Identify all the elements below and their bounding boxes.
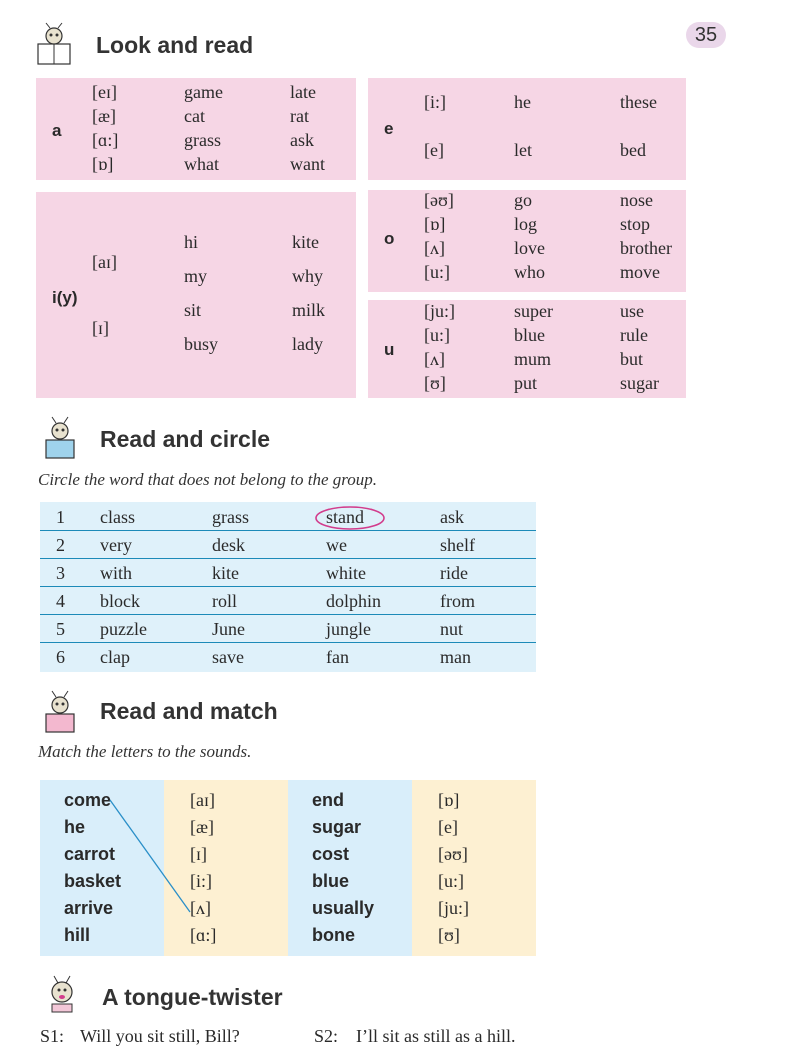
match-sound[interactable]: [æ] [190, 817, 214, 837]
word-option[interactable]: very [100, 535, 132, 555]
row-number: 3 [56, 563, 65, 583]
example-word: love [514, 238, 545, 258]
answer-circle [314, 504, 386, 532]
dialog-line: I’ll sit as still as a hill. [356, 1026, 516, 1046]
word-group-table [40, 502, 536, 672]
page-number: 35 [686, 22, 726, 48]
example-word: game [184, 82, 223, 102]
word-option[interactable]: we [326, 535, 347, 555]
word-option[interactable]: dolphin [326, 591, 382, 611]
section-title-read-and-circle: Read and circle [100, 426, 271, 452]
sound: [u:] [424, 325, 450, 345]
example-word: who [514, 262, 545, 282]
example-word: sugar [620, 373, 659, 393]
match-word[interactable]: he [64, 817, 86, 837]
sound: [ʊ] [424, 373, 446, 393]
example-word: move [620, 262, 660, 282]
match-sound[interactable]: [i:] [190, 871, 212, 891]
example-word: mum [514, 349, 552, 369]
example-word: stop [620, 214, 651, 234]
word-option[interactable]: grass [212, 507, 249, 527]
sound: [e] [424, 140, 444, 160]
example-word: let [514, 140, 532, 160]
match-word[interactable]: basket [64, 871, 122, 891]
word-option[interactable]: June [212, 619, 245, 639]
match-sound[interactable]: [ju:] [438, 898, 469, 918]
word-option[interactable]: nut [440, 619, 464, 639]
example-word: what [184, 154, 219, 174]
match-word[interactable]: usually [312, 898, 375, 918]
word-option[interactable]: desk [212, 535, 245, 555]
example-word: go [514, 190, 532, 210]
match-word[interactable]: cost [312, 844, 350, 864]
example-word: sit [184, 300, 202, 320]
table-row [40, 504, 536, 531]
section-title-tongue-twister: A tongue-twister [102, 984, 283, 1010]
example-word: blue [514, 325, 545, 345]
example-word: he [514, 92, 531, 112]
ant-reading-icon [34, 22, 74, 66]
row-number: 4 [56, 591, 65, 611]
match-sound[interactable]: [aɪ] [190, 790, 215, 810]
example-word: my [184, 266, 208, 286]
row-number: 6 [56, 647, 65, 667]
match-sound[interactable]: [ʌ] [190, 898, 211, 918]
example-word: bed [620, 140, 646, 160]
example-word: kite [292, 232, 319, 252]
sound: [ʌ] [424, 349, 445, 369]
word-option[interactable]: kite [212, 563, 239, 583]
example-word: cat [184, 106, 205, 126]
word-option[interactable]: fan [326, 647, 349, 667]
section-title-look-and-read: Look and read [96, 32, 254, 58]
match-word[interactable]: end [312, 790, 345, 810]
example-word: these [620, 92, 657, 112]
match-sound[interactable]: [u:] [438, 871, 464, 891]
sound: [u:] [424, 262, 450, 282]
example-word: grass [184, 130, 221, 150]
word-option[interactable]: ask [440, 507, 464, 527]
example-word: but [620, 349, 644, 369]
sound: [ɪ] [92, 318, 109, 338]
example-word: why [292, 266, 323, 286]
match-sound[interactable]: [e] [438, 817, 458, 837]
dialog-line: Will you sit still, Bill? [80, 1026, 240, 1046]
example-word: want [290, 154, 325, 174]
example-word: use [620, 301, 644, 321]
example-word: late [290, 82, 316, 102]
example-word: put [514, 373, 538, 393]
sound: [i:] [424, 92, 446, 112]
speaker-label: S1: [40, 1026, 65, 1046]
match-word[interactable]: bone [312, 925, 355, 945]
example-word: brother [620, 238, 672, 258]
example-word: hi [184, 232, 199, 252]
vowel-label: e [384, 119, 394, 138]
sound: [ɒ] [424, 214, 446, 234]
match-sound[interactable]: [ʊ] [438, 925, 460, 945]
row-number: 1 [56, 507, 65, 527]
ant-with-book-icon [40, 690, 80, 734]
word-option[interactable]: save [212, 647, 244, 667]
match-word[interactable]: blue [312, 871, 350, 891]
match-word[interactable]: come [64, 790, 112, 810]
word-option[interactable]: from [440, 591, 475, 611]
instruction-text: Circle the word that does not belong to the group. [38, 470, 378, 489]
row-number: 2 [56, 535, 65, 555]
example-word: lady [292, 334, 323, 354]
vowel-label: u [384, 340, 395, 359]
sound: [ʌ] [424, 238, 445, 258]
match-sound[interactable]: [ɒ] [438, 790, 460, 810]
match-word[interactable]: hill [64, 925, 90, 945]
word-option[interactable]: with [100, 563, 133, 583]
sound: [ɑ:] [92, 130, 119, 150]
match-word[interactable]: sugar [312, 817, 362, 837]
table-row [40, 588, 536, 615]
word-option[interactable]: class [100, 507, 135, 527]
example-word: nose [620, 190, 653, 210]
word-option[interactable]: roll [212, 591, 237, 611]
word-option[interactable]: block [100, 591, 140, 611]
vowel-label: i(y) [52, 288, 78, 307]
ant-singing-icon [42, 970, 82, 1014]
instruction-text: Match the letters to the sounds. [38, 742, 252, 761]
word-option-circled[interactable]: stand [326, 507, 364, 527]
example-word: busy [184, 334, 219, 354]
sound: [eɪ] [92, 82, 117, 102]
speaker-label: S2: [314, 1026, 339, 1046]
match-sound[interactable]: [ɑ:] [190, 925, 217, 945]
sound: [əʊ] [424, 190, 454, 210]
table-row [40, 644, 536, 671]
word-option[interactable]: man [440, 647, 471, 667]
word-option[interactable]: white [326, 563, 366, 583]
match-sound[interactable]: [əʊ] [438, 844, 468, 864]
example-word: rat [290, 106, 309, 126]
sound: [ɒ] [92, 154, 114, 174]
word-option[interactable]: ride [440, 563, 468, 583]
ant-reading-book-icon [40, 416, 80, 460]
word-option[interactable]: clap [100, 647, 130, 667]
example-word: milk [292, 300, 326, 320]
example-match-line [100, 790, 200, 920]
word-option[interactable]: shelf [440, 535, 475, 555]
row-number: 5 [56, 619, 65, 639]
example-word: super [514, 301, 553, 321]
example-word: rule [620, 325, 648, 345]
sound: [æ] [92, 106, 116, 126]
word-option[interactable]: puzzle [100, 619, 147, 639]
table-row [40, 532, 536, 559]
vowel-label: o [384, 229, 395, 248]
section-title-read-and-match: Read and match [100, 698, 278, 724]
match-word[interactable]: carrot [64, 844, 116, 864]
match-word[interactable]: arrive [64, 898, 114, 918]
match-sound[interactable]: [ɪ] [190, 844, 207, 864]
word-option[interactable]: jungle [326, 619, 371, 639]
vowel-label: a [52, 121, 62, 140]
table-row [40, 560, 536, 587]
vowel-box-i [36, 192, 356, 398]
sound: [ju:] [424, 301, 455, 321]
example-word: ask [290, 130, 314, 150]
table-row [40, 616, 536, 643]
sound: [aɪ] [92, 252, 117, 272]
example-word: log [514, 214, 538, 234]
match-sounds-panel [412, 780, 536, 956]
